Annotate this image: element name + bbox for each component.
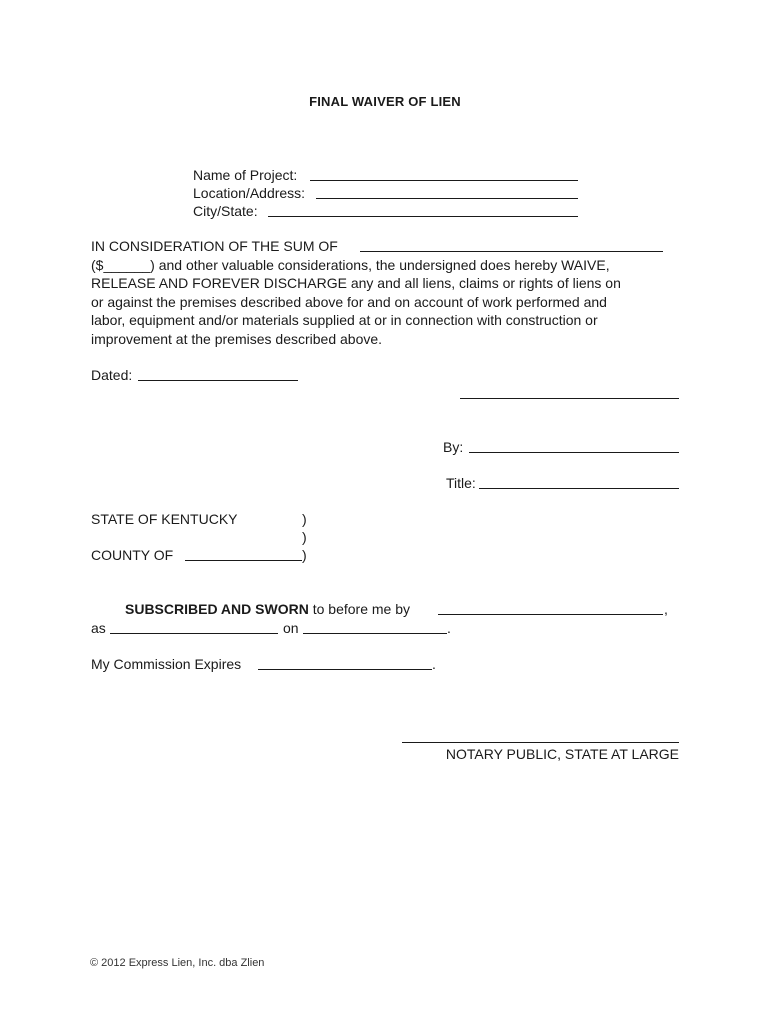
dated-field[interactable] bbox=[138, 380, 298, 381]
consideration-line-1: IN CONSIDERATION OF THE SUM OF bbox=[91, 238, 338, 254]
as-label: as bbox=[91, 620, 106, 636]
title-label: Title: bbox=[446, 475, 476, 491]
document-title: FINAL WAIVER OF LIEN bbox=[309, 94, 461, 109]
as-field[interactable] bbox=[110, 633, 278, 634]
venue-paren-2: ) bbox=[302, 529, 307, 545]
project-name-field[interactable] bbox=[310, 180, 578, 181]
commission-period: . bbox=[432, 656, 436, 672]
consideration-paragraph bbox=[91, 237, 681, 348]
commission-expires-label: My Commission Expires bbox=[91, 656, 242, 672]
copyright-footer: © 2012 Express Lien, Inc. dba Zlien bbox=[90, 957, 265, 969]
consideration-line-2: ($______) and other valuable considerations, the undersigned does hereby WAIVE, bbox=[91, 256, 610, 273]
notary-signature-line[interactable] bbox=[402, 742, 679, 743]
dated-label: Dated: bbox=[91, 367, 133, 383]
location-address-label: Location/Address: bbox=[193, 185, 306, 201]
venue-paren-1: ) bbox=[302, 511, 307, 527]
sworn-comma: , bbox=[664, 601, 668, 617]
title-field[interactable] bbox=[479, 488, 679, 489]
city-state-field[interactable] bbox=[268, 216, 578, 217]
on-period: . bbox=[447, 620, 451, 636]
consideration-line-3: RELEASE AND FOREVER DISCHARGE any and all liens, claims or rights of liens on bbox=[91, 275, 621, 291]
on-date-field[interactable] bbox=[303, 633, 447, 634]
subscribed-sworn-rest: to before me by bbox=[312, 601, 410, 617]
venue-paren-3: ) bbox=[302, 547, 307, 563]
notary-public-label: NOTARY PUBLIC, STATE AT LARGE bbox=[445, 746, 679, 762]
subscribed-sworn-bold: SUBSCRIBED AND SWORN bbox=[125, 601, 309, 617]
commission-expires-field[interactable] bbox=[258, 669, 432, 670]
consideration-line-4: or against the premises described above for and on account of work performed and bbox=[91, 293, 607, 310]
sworn-by-field[interactable] bbox=[438, 614, 663, 615]
subscribed-sworn-line bbox=[125, 600, 410, 618]
signature-line[interactable] bbox=[460, 398, 679, 399]
consideration-line-6: improvement at the premises described above. bbox=[91, 330, 383, 347]
by-label: By: bbox=[443, 439, 464, 455]
consideration-sum-field[interactable] bbox=[360, 251, 663, 252]
by-field[interactable] bbox=[469, 452, 679, 453]
city-state-label: City/State: bbox=[193, 203, 258, 219]
county-of-label: COUNTY OF bbox=[91, 547, 174, 563]
location-address-field[interactable] bbox=[316, 198, 578, 199]
consideration-line-5: labor, equipment and/or materials supplied at or in connection with construction or bbox=[91, 312, 598, 328]
state-of-kentucky-label: STATE OF KENTUCKY bbox=[91, 511, 238, 527]
county-field[interactable] bbox=[185, 560, 302, 561]
on-label: on bbox=[283, 620, 299, 636]
project-name-label: Name of Project: bbox=[193, 167, 298, 183]
